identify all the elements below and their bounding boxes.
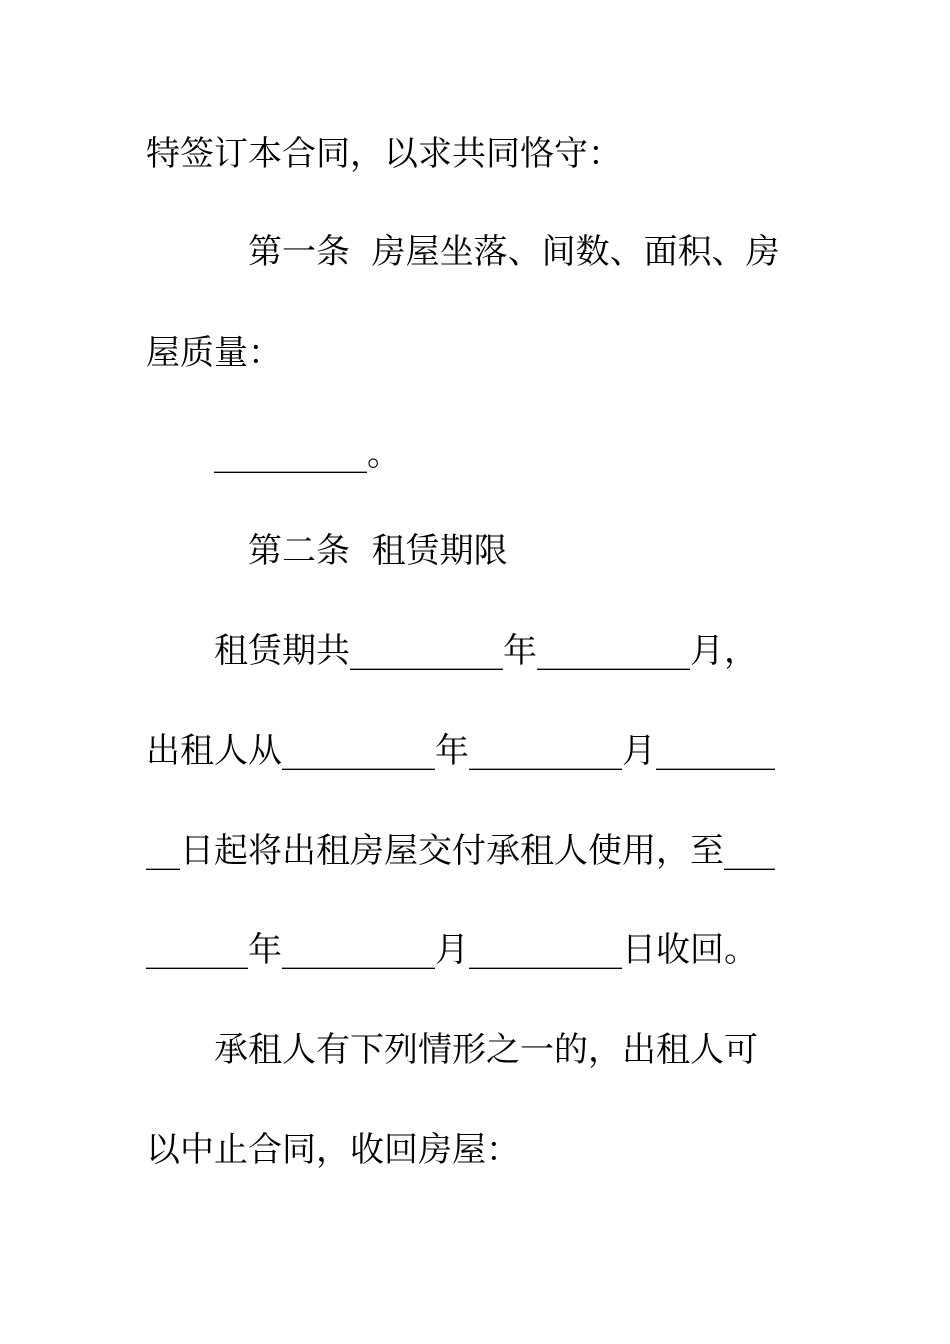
contract-intro-line: 特签订本合同，以求共同恪守：	[146, 134, 622, 174]
article-two-heading: 第二条 租赁期限	[248, 531, 508, 571]
termination-conditions-continued: 以中止合同，收回房屋：	[146, 1130, 520, 1170]
article-one-heading: 第一条 房屋坐落、间数、面积、房	[248, 232, 780, 272]
article-one-heading-continued: 屋质量：	[146, 333, 282, 373]
lease-start-line: 出租人从_________年_________月_______	[146, 731, 775, 771]
property-details-blank: _________。	[214, 434, 401, 474]
lease-term-line: 租赁期共_________年_________月，	[214, 631, 758, 671]
lease-delivery-line: __日起将出租房屋交付承租人使用，至___	[146, 831, 775, 871]
lease-return-line: ______年_________月_________日收回。	[146, 930, 758, 970]
termination-conditions-line: 承租人有下列情形之一的，出租人可	[214, 1030, 758, 1070]
